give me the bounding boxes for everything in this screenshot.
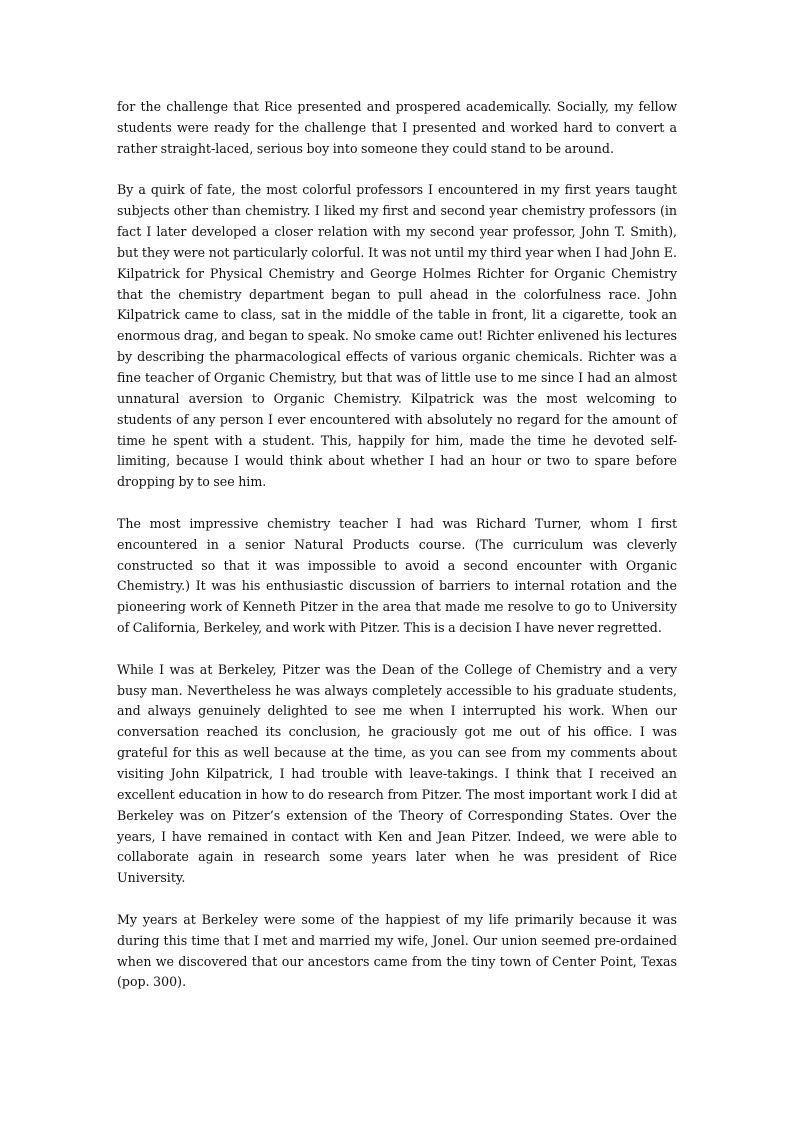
paragraph-rice-social: for the challenge that Rice presented and prospered academically. Socially, my fellow students were ready for the challenge that I presented and worked hard to convert a rather straight-laced, serious boy into someone they could stand to be around. bbox=[117, 99, 677, 156]
paragraph-berkeley-jonel: My years at Berkeley were some of the happiest of my life primarily because it was during this time that I met and married my wife, Jonel. Our union seemed pre-ordained when we discovered that our ancestors came from the tiny town of Center Point, Texas (pop. 300). bbox=[117, 911, 677, 990]
paragraph-richard-turner: The most impressive chemistry teacher I had was Richard Turner, whom I first encountered in a senior Natural Products course. (The curriculum was cleverly constructed so that it was impossible to avoid a second encounter with Organic Chemistry.) It was his enthusiastic discussion of barriers to internal rotation and the pioneering work of Kenneth Pitzer in the area that made me resolve to go to University of California, Berkeley, and work with Pitzer. This is a decision I have never regretted. bbox=[117, 515, 677, 636]
paragraph-colorful-professors: By a quirk of fate, the most colorful professors I encountered in my first years taught subjects other than chemistry. I liked my first and second year chemistry professors (in fact I later developed a closer relation with my second year professor, John T. Smith), but they were not particularly colorful. It was not until my third year when I had John E. Kilpatrick for Physical Chemistry and George Holmes Richter for Organic Chemistry that the chemistry department began to pull ahead in the colorfulness race. John Kilpatrick came to class, sat in the middle of the table in front, lit a cigarette, took an enormous drag, and began to speak. No smoke came out! Richter enlivened his lectures by describing the pharmacological effects of various organic chemicals. Richter was a fine teacher of Organic Chemistry, but that was of little use to me since I had an almost unnatural aversion to Organic Chemistry. Kilpatrick was the most welcoming to students of any person I ever encountered with absolutely no regard for the amount of time he spent with a student. This, happily for him, made the time he devoted self-limiting, because I would think about whether I had an hour or two to spare before dropping by to see him. bbox=[117, 182, 677, 490]
document-page bbox=[117, 97, 677, 1014]
paragraph-berkeley-pitzer: While I was at Berkeley, Pitzer was the Dean of the College of Chemistry and a very busy man. Nevertheless he was always completely accessible to his graduate students, and always genuinely delighted to see me when I interrupted his work. When our conversation reached its conclusion, he graciously got me out of his office. I was grateful for this as well because at the time, as you can see from my comments about visiting John Kilpatrick, I had trouble with leave-takings. I think that I received an excellent education in how to do research from Pitzer. The most important work I did at Berkeley was on Pitzer’s extension of the Theory of Corresponding States. Over the years, I have remained in contact with Ken and Jean Pitzer. Indeed, we were able to collaborate again in research some years later when he was president of Rice University. bbox=[117, 661, 677, 886]
